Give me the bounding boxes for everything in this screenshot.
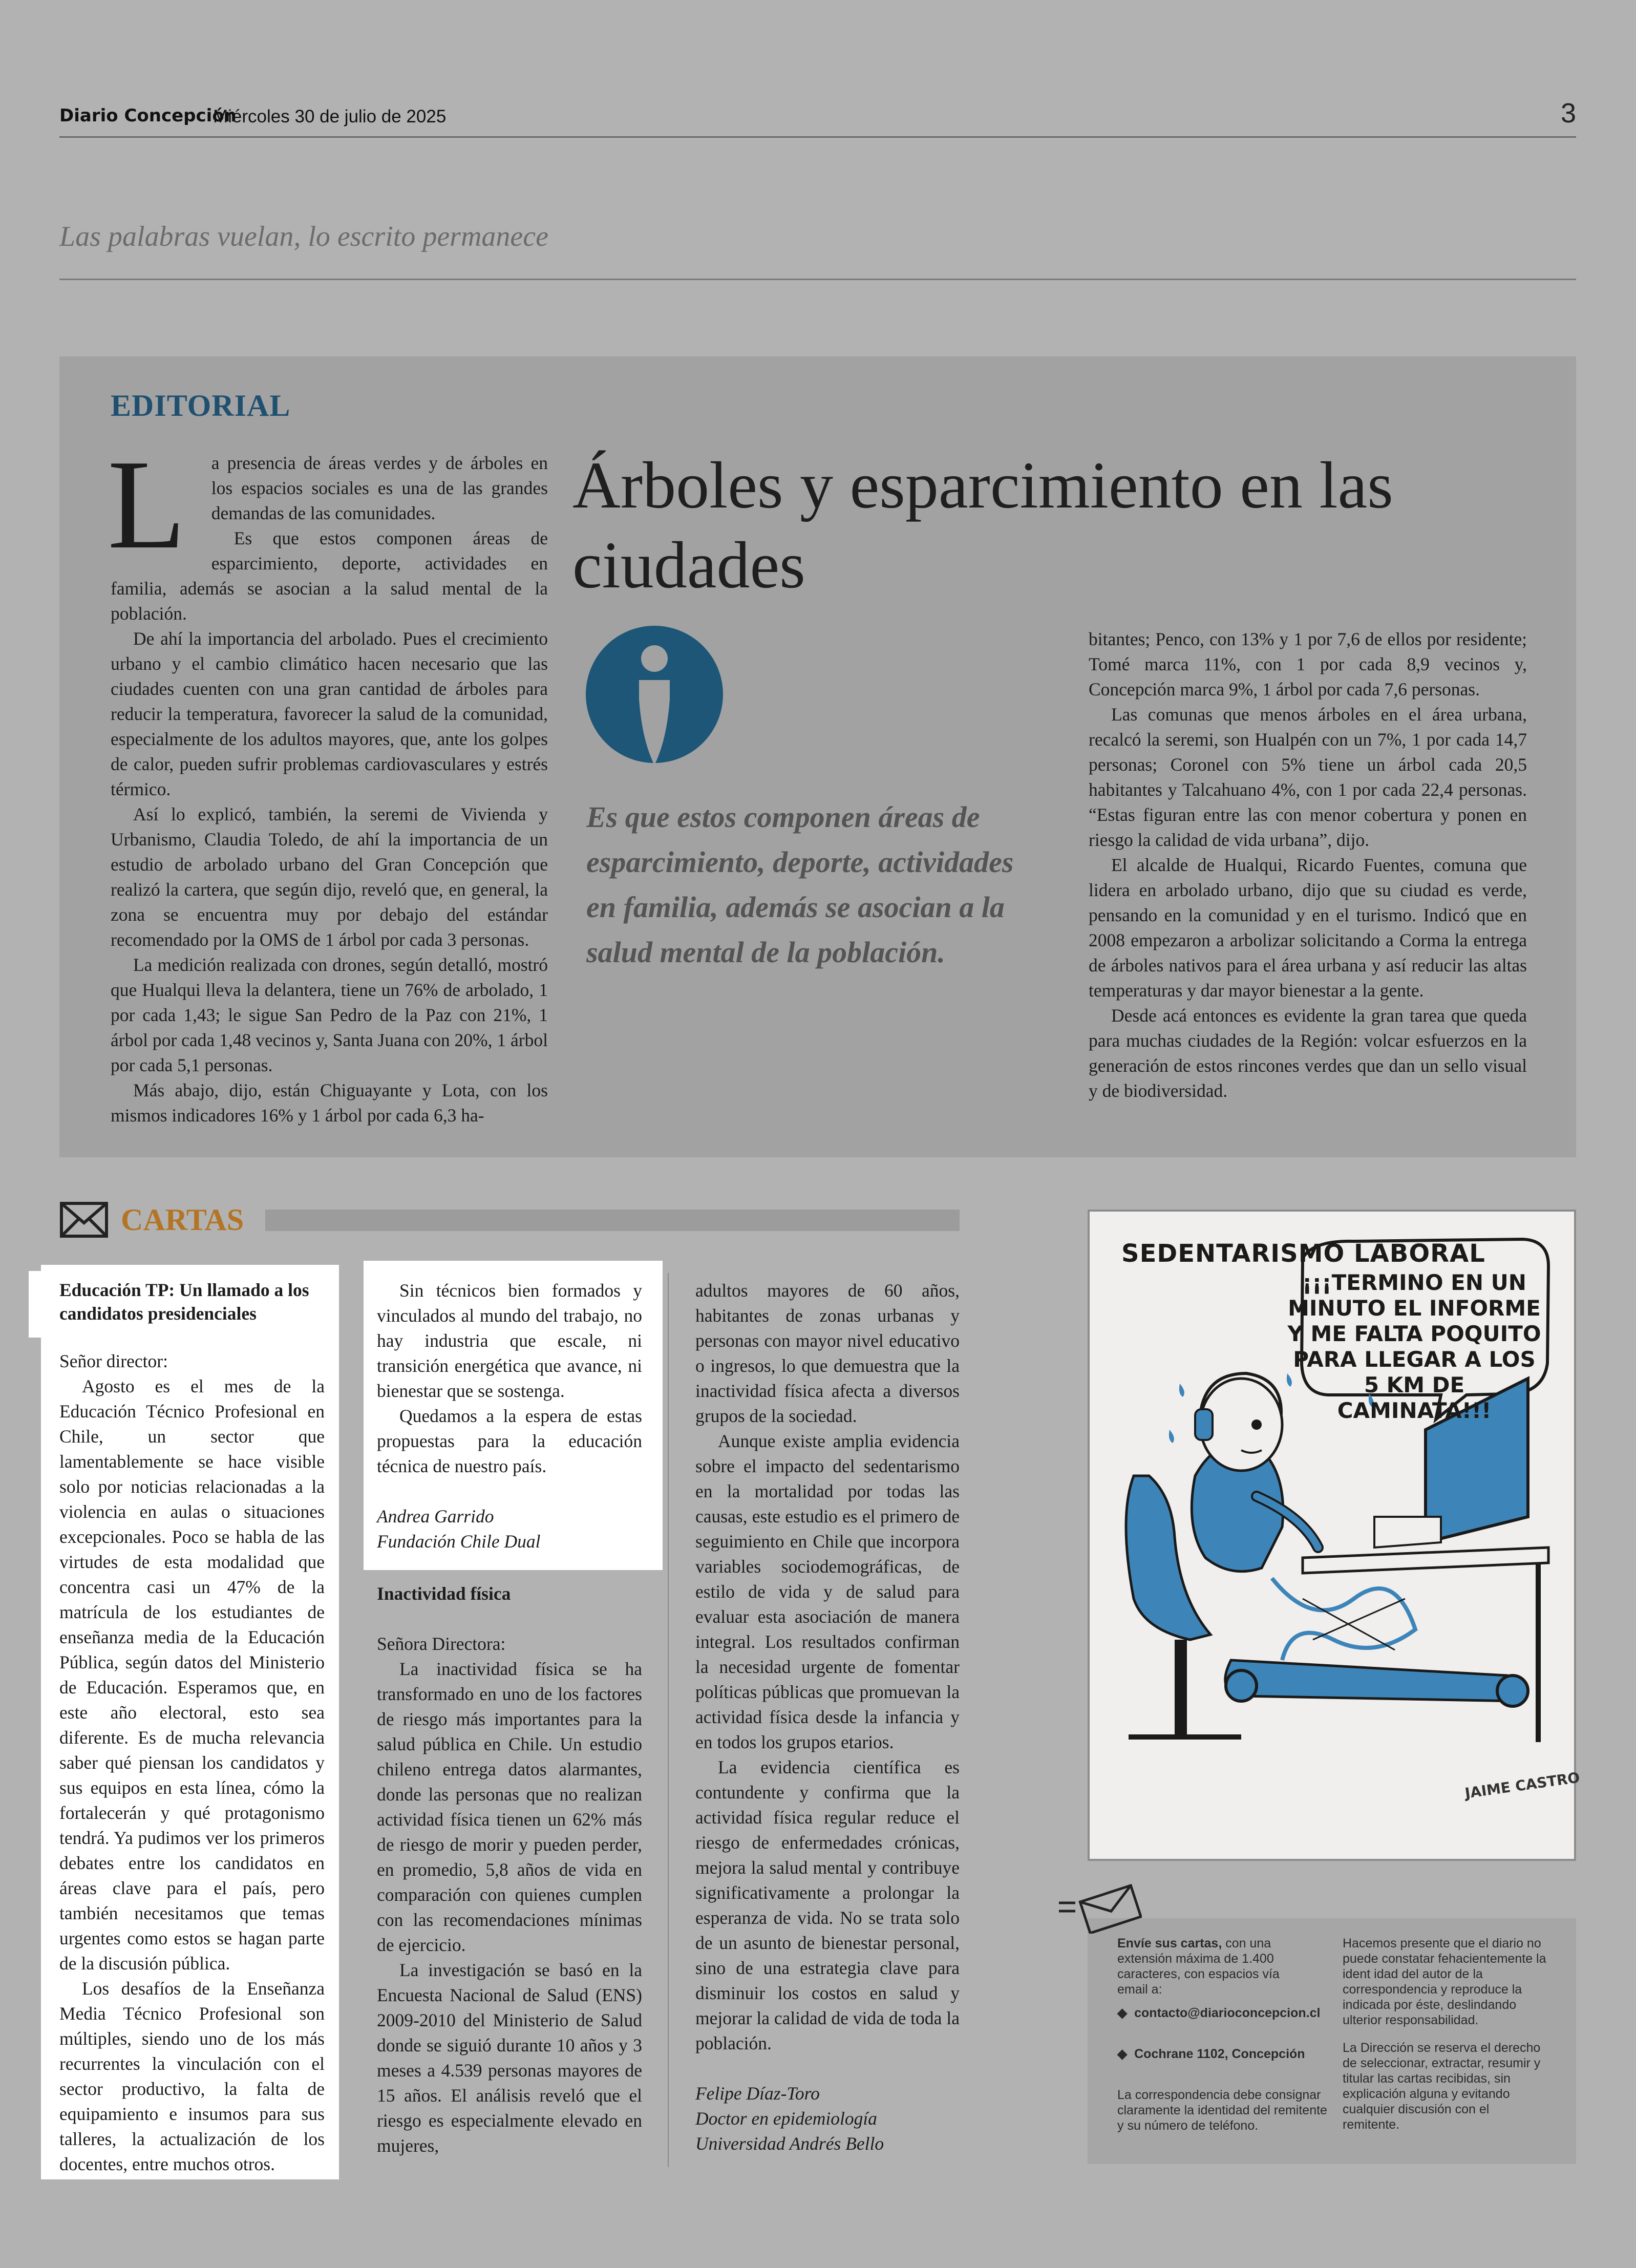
letter-organization: Universidad Andrés Bello [695,2133,884,2154]
editorial-paragraph: Desde acá entonces es evidente la gran tarea que queda para muchas ciudades de la Región: volcar esfuerzos en la generación de estos rincones verdes que dan un sello visual y de biodiversidad. [1089,1005,1527,1101]
editorial-paragraph: Más abajo, dijo, están Chiguayante y Lota, con los mismos indicadores 16% y 1 árbol por cada 6,3 ha- [111,1080,548,1126]
cartoon-title: SEDENTARISMO LABORAL [1121,1239,1485,1268]
letter-paragraph: Sin técnicos bien formados y vinculados al mundo del trabajo, no hay industria que escale, ni transición energética que avance, ni bienestar que se sostenga. [377,1280,642,1401]
issue-date: Miércoles 30 de julio de 2025 [213,107,447,126]
editorial-paragraph: De ahí la importancia del arbolado. Pues el crecimiento urbano y el cambio climático hacen necesario que las ciudades cuenten con una gran cantidad de árboles para reducir la temperatura, favorecer la salud de la comunidad, especialmente de los adultos mayores, que, ante los golpes de calor, pueden sufrir problemas cardiovasculares y estrés térmico. [111,628,548,799]
column-rule [668,1273,669,2167]
contact-send-label: Envíe sus cartas, [1117,1936,1222,1951]
letter-paragraph: adultos mayores de 60 años, habitantes de zonas urbanas y personas con mayor nivel educativo o ingresos, lo que demuestra que la inactividad física afecta a diversos grupos de la sociedad. [695,1280,960,1426]
contact-disclaimer: Hacemos presente que el diario no puede constatar fehacientemente la ident idad del autor de la correspondencia y reproduce la indicada por éste, deslindando ulterior responsabilidad. [1343,1936,1546,2027]
letter-paragraph: Aunque existe amplia evidencia sobre el impacto del sedentarismo en la mortalidad por todas las causas, este estudio es el primero de seguimiento en Chile que incorpora variables sociodemográficas, de estilo de vida y de salud para evaluar esta asociación de manera integral. Los resultados confirman la necesidad urgente de fomentar políticas públicas que promuevan la actividad física desde la infancia y en todos los grupos etarios. [695,1431,960,1752]
section-motto: Las palabras vuelan, lo escrito permanece [59,221,548,252]
editorial-paragraph: Así lo explicó, también, la seremi de Vivienda y Urbanismo, Claudia Toledo, de ahí la importancia de un estudio de arbolado urbano del Gran Concepción que realizó la cartera, que según dijo, reveló que, en general, la zona se encuentra muy por debajo del estándar recomendado por la OMS de 1 árbol por cada 3 personas. [111,804,548,950]
letter-paragraph: La investigación se basó en la Encuesta Nacional de Salud (ENS) 2009-2010 del Ministerio de Salud donde se siguió durante 10 años y 3 meses a 4.539 personas mayores de 15 años. El análisis reveló que el riesgo es especialmente elevado en mujeres, [377,1960,642,2156]
editorial-headline: Árboles y esparcimiento en las ciudades [572,449,1393,602]
editorial-paragraph: bitantes; Penco, con 13% y 1 por 7,6 de ellos por residente; Tomé marca 11%, con 1 por cada 8,9 vecinos y, Concepción marca 9%, 1 árbol por cada 7,6 personas. [1089,629,1527,700]
cartoon-speech-bubble: ¡¡¡TERMINO EN UN MINUTO EL INFORME Y ME FALTA POQUITO PARA LLEGAR A LOS 5 KM DE CAMINATA!!! [1287,1270,1541,1423]
info-icon [585,623,724,766]
editorial-paragraph: a presencia de áreas verdes y de árboles en los espacios sociales es una de las grandes demandas de las comunidades. [211,453,548,523]
letter-paragraph: Quedamos a la espera de estas propuestas para la educación técnica de nuestro país. [377,1406,642,1476]
letter-paragraph: La inactividad física se ha transformado en uno de los factores de riesgo más importantes para la salud pública en Chile. Un estudio chileno entrega datos alarmantes, donde las personas que no realizan actividad física tienen un 62% más de riesgo de morir y pueden perder, en promedio, 5,8 años de vida en comparación con quienes cumplen con las recomendaciones mínimas de ejercicio. [377,1659,642,1955]
editorial-column-1 [108,434,548,1128]
contact-instructions [1117,1936,1312,1997]
newspaper-name: Diario Concepción [59,105,237,126]
envelope-icon [59,1201,109,1238]
letter-paragraph: La evidencia científica es contundente y confirma que la actividad física regular reduce el riesgo de enfermedades crónicas, mejora la salud mental y contribuye significativamente a prolongar la esperanza de vida. No se trata solo de un asunto de bienestar personal, sino de una estrategia clave para disminuir los costos en salud y mejorar la calidad de vida de toda la población. [695,1757,960,2053]
contact-note: La correspondencia debe consignar claramente la identidad del remitente y su número de teléfono. [1117,2088,1327,2133]
section-bar [265,1210,960,1231]
letter-author: Andrea Garrido [377,1506,494,1527]
diamond-bullet-icon: ◆ [1117,2047,1135,2061]
editorial-paragraph: El alcalde de Hualqui, Ricardo Fuentes, comuna que lidera en arbolado urbano, dijo que su ciudad es verde, pensando en la comunidad y en el turismo. Indicó que en 2008 empezaron a arbolizar solicitando a Corma la entrega de árboles nativos para el área urbana y así reducir las altas temperaturas y dar mayor bienestar a la gente. [1089,855,1527,1001]
mail-envelope-icon [1055,1882,1142,1934]
letter-salutation: Señor director: [59,1351,168,1371]
divider [59,279,1576,280]
letter-2-column-2 [695,1278,960,2156]
contact-email[interactable] [1117,2005,1332,2021]
editorial-label: EDITORIAL [111,389,291,422]
editorial-paragraph: La medición realizada con drones, según detalló, mostró que Hualqui lleva la delantera, tiene un 76% de arbolado, 1 por cada 1,43; le sigue San Pedro de la Paz con 21%, 1 árbol por cada 1,48 vecinos y, Santa Juana con 20%, 1 árbol por cada 5,1 personas. [111,955,548,1075]
cartoon-signature: JAIME CASTRO [1463,1769,1581,1802]
letter-title: Inactividad física [377,1583,511,1604]
letter-1-column-2 [377,1278,642,1554]
contact-send-text: con una extensión máxima de 1.400 caracteres, con espacios vía email a: [1117,1936,1280,1997]
letter-paragraph: Agosto es el mes de la Educación Técnico Profesional en Chile, un sector que lamentablemente se hace visible solo por noticias relacionadas a la violencia en aulas o situaciones excepcionales. Poco se habla de las virtudes de esta modalidad que concentra casi un 47% de la matrícula de los estudiantes de enseñanza media de la Educación Pública, según datos del Ministerio de Educación. Esperamos que, en este año electoral, esto sea diferente. Es de mucha relevancia saber qué piensan los candidatos y sus equipos en esta línea, cómo la fortalecerán y qué protagonismo tendrá. Ya pudimos ver los primeros debates entre los candidatos en áreas clave para el país, pero también necesitamos que temas urgentes como estos se hagan parte de la discusión pública. [59,1376,325,1974]
pull-quote: Es que estos componen áreas de esparcimiento, deporte, actividades en familia, además se asocian a la salud mental de la población. [586,800,1014,969]
drop-cap: L [108,434,186,576]
letter-organization: Fundación Chile Dual [377,1531,541,1552]
contact-rights: La Dirección se reserva el derecho de seleccionar, extractar, resumir y titular las cartas recibidas, sin explicación alguna y evitando cualquier discusión con el remitente. [1343,2041,1541,2132]
letter-salutation: Señora Directora: [377,1634,506,1654]
editorial-paragraph: Las comunas que menos árboles en el área urbana, recalcó la seremi, son Hualpén con un 7%, 1 por cada 14,7 personas; Coronel con 5% tiene un árbol cada 20,5 habitantes y Talcahuano 4%, con 1 por cada 22,4 personas. “Estas figuran entre las con menor cobertura y ponen en riesgo la calidad de vida urbana”, dijo. [1089,704,1527,850]
letter-1-column-1 [59,1278,325,2177]
letter-2-column-1 [377,1581,642,2158]
contact-address-text: Cochrane 1102, Concepción [1134,2047,1305,2061]
page-header [59,100,1576,138]
letter-role: Doctor en epidemiología [695,2108,877,2129]
cartas-label: CARTAS [121,1203,244,1237]
letter-title: Educación TP: Un llamado a los candidatos presidenciales [59,1280,309,1324]
editorial-paragraph: Es que estos componen áreas de esparcimiento, deporte, actividades en familia, además se asocian a la salud mental de la población. [111,528,548,624]
contact-email-text: contacto@diarioconcepcion.cl [1134,2006,1321,2020]
contact-address [1117,2046,1332,2062]
editorial-column-3 [1089,627,1527,1104]
page-number: 3 [1560,98,1576,129]
letter-paragraph: Los desafíos de la Enseñanza Media Técnico Profesional son múltiples, siendo uno de los más recurrentes la vinculación con el sector productivo, la falta de equipamiento e insumos para sus talleres, la actualización de los docentes, entre muchos otros. [59,1978,325,2174]
letter-author: Felipe Díaz-Toro [695,2083,820,2104]
diamond-bullet-icon: ◆ [1117,2006,1135,2020]
